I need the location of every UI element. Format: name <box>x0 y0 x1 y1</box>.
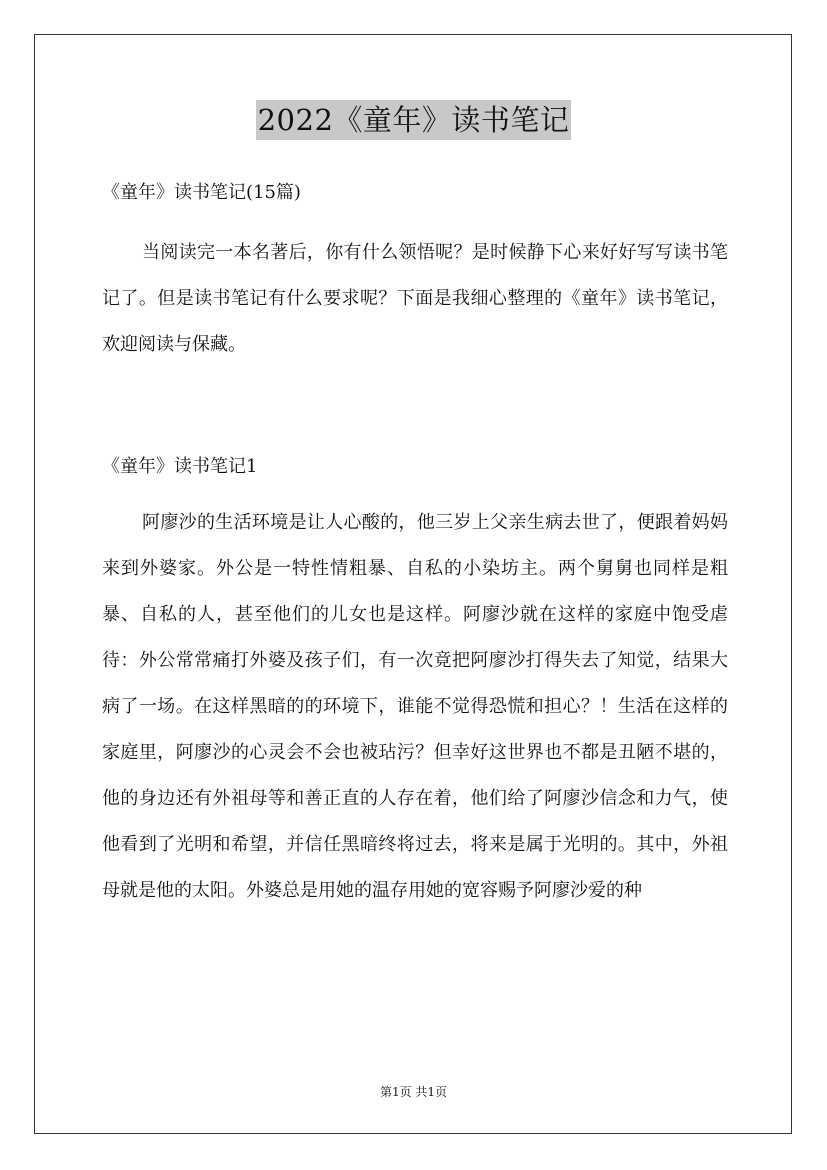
document-title: 2022《童年》读书笔记 <box>256 100 572 140</box>
title-wrapper <box>0 100 827 140</box>
page-footer <box>0 1082 827 1102</box>
document-subtitle: 《童年》读书笔记(15篇) <box>102 182 301 203</box>
page-indicator: 第1页 共1页 <box>379 1085 448 1099</box>
section-heading: 《童年》读书笔记1 <box>102 456 258 477</box>
body-paragraph: 阿廖沙的生活环境是让人心酸的，他三岁上父亲生病去世了，便跟着妈妈来到外婆家。外公是一特性情粗暴、自私的小染坊主。两个舅舅也同样是粗暴、自私的人，甚至他们的儿女也是这样。阿廖沙就在这样的家庭中饱受虐待：外公常常痛打外婆及孩子们，有一次竟把阿廖沙打得失去了知觉，结果大病了一场。在这样黑暗的的环境下，谁能不觉得恐慌和担心？！生活在这样的家庭里，阿廖沙的心灵会不会也被玷污？但幸好这世界也不都是丑陋不堪的，他的身边还有外祖母等和善正直的人存在着，他们给了阿廖沙信念和力气，使他看到了光明和希望，并信任黑暗终将过去，将来是属于光明的。其中，外祖母就是他的太阳。外婆总是用她的温存用她的宽容赐予阿廖沙爱的种 <box>102 512 728 901</box>
intro-paragraph: 当阅读完一本名著后，你有什么领悟呢？是时候静下心来好好写写读书笔记了。但是读书笔记有什么要求呢？下面是我细心整理的《童年》读书笔记，欢迎阅读与保藏。 <box>102 242 728 355</box>
